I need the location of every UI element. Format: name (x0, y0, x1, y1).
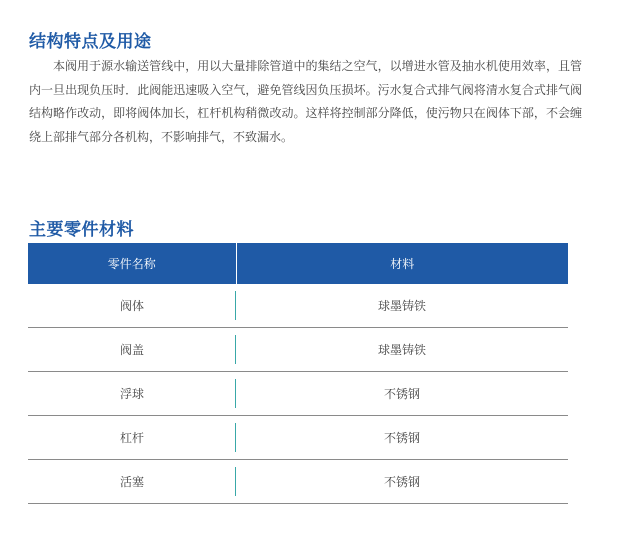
header-material: 材料 (236, 243, 568, 284)
cell-material: 球墨铸铁 (236, 328, 568, 372)
cell-material: 不锈钢 (236, 372, 568, 416)
cell-material: 不锈钢 (236, 416, 568, 460)
materials-table-container (28, 243, 568, 504)
cell-part: 阀盖 (28, 328, 236, 372)
structure-description: 本阀用于源水输送管线中，用以大量排除管道中的集结之空气，以增进水管及抽水机使用效率，且管内一旦出现负压时．此阀能迅速吸入空气，避免管线因负压损坏。污水复合式排气阀将清水复合式排气阀结构略作改动，即将阀体加长，杠杆机构稍微改动。这样将控制部分降低，使污物只在阀体下部，不会缠绕上部排气部分各机构，不影响排气，不致漏水。 (29, 59, 582, 144)
table-row (28, 372, 568, 416)
cell-part: 阀体 (28, 284, 236, 328)
table-row (28, 284, 568, 328)
cell-part: 杠杆 (28, 416, 236, 460)
materials-table (28, 243, 568, 504)
table-row (28, 460, 568, 504)
table-row (28, 416, 568, 460)
table-body (28, 284, 568, 504)
section-title-structure: 结构特点及用途 (29, 32, 152, 52)
cell-material: 球墨铸铁 (236, 284, 568, 328)
cell-material: 不锈钢 (236, 460, 568, 504)
table-row (28, 328, 568, 372)
section-title-materials: 主要零件材料 (29, 220, 134, 240)
header-part-name: 零件名称 (28, 243, 236, 284)
table-header (28, 243, 568, 284)
table-header-row (28, 243, 568, 284)
cell-part: 浮球 (28, 372, 236, 416)
cell-part: 活塞 (28, 460, 236, 504)
